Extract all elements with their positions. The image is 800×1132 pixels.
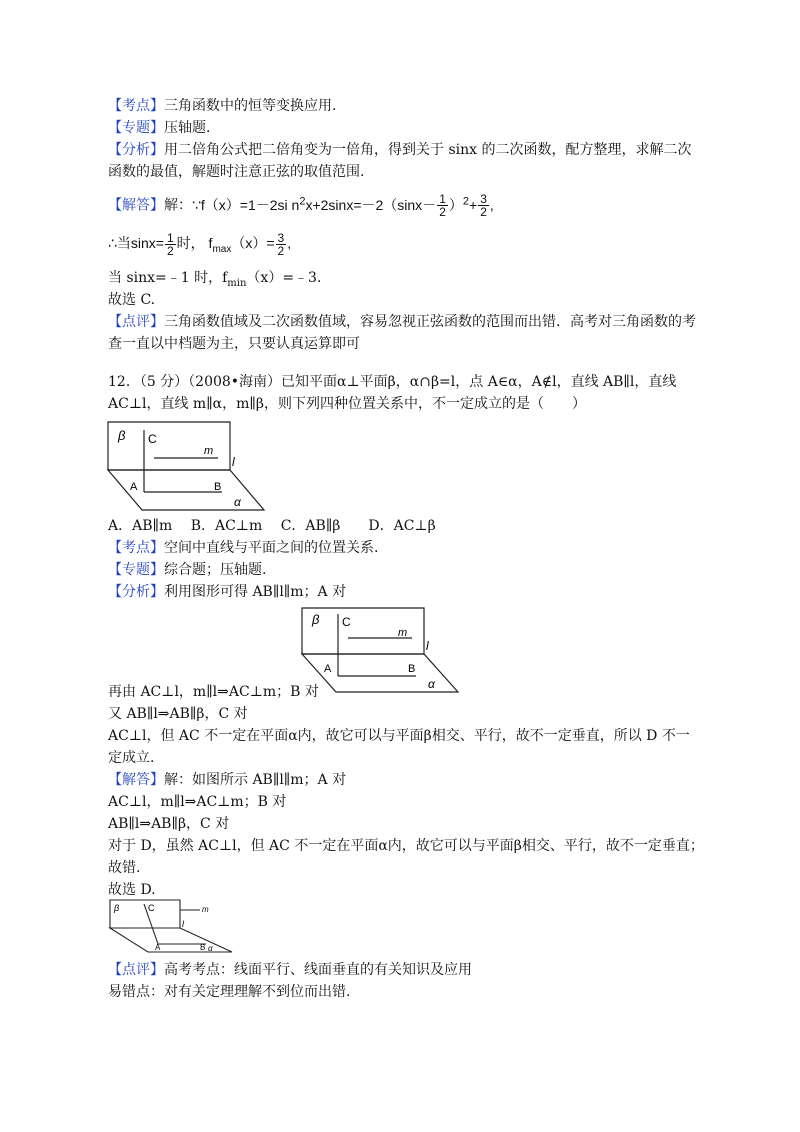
frac-den: 2	[480, 205, 487, 220]
q11-dianping-text: 三角函数值域及二次函数值域，容易忽视正弦函数的范围而出错．高考对三角函数的考	[164, 314, 696, 330]
q12-figure-3	[108, 898, 236, 956]
q11-eq-exp2: 2	[462, 195, 469, 207]
q11-zhuanti-text: 压轴题.	[164, 120, 211, 136]
q11-frac-half	[437, 193, 448, 218]
q12-fenxi	[108, 582, 346, 602]
q12-figure-2	[300, 606, 462, 694]
q12-dianping	[108, 960, 472, 980]
frac-num: 3	[480, 192, 487, 207]
q12-zhuanti-text: 综合题；压轴题.	[164, 562, 267, 578]
tag-zhuanti: 【专题】	[108, 120, 164, 136]
q12-a4: 定成立.	[108, 750, 155, 766]
q11-jieda	[108, 188, 494, 219]
label-a: A	[324, 663, 332, 675]
tag-kaodian: 【考点】	[108, 540, 164, 556]
label-alpha: α	[234, 495, 241, 509]
label-l: l	[426, 639, 429, 653]
frac-den: 2	[166, 243, 174, 258]
label-m: m	[398, 627, 408, 639]
label-beta: β	[118, 428, 126, 443]
q11-eq-part2: x+2sinx=－2（sinx－	[305, 196, 437, 213]
q11-kaodian-text: 三角函数中的恒等变换应用.	[164, 98, 337, 114]
q11-dianping	[108, 312, 696, 332]
q12-stem-2: AC⊥l，直线 m∥α，m∥β，则下列四种位置关系中，不一定成立的是（ ）	[108, 396, 586, 412]
q11-fenxi	[108, 140, 691, 160]
label-a: A	[130, 481, 138, 493]
q12-stem-1: 12．（5 分）（2008•海南）已知平面α⊥平面β，α∩β=l，点 A∈α，A∉l，直线 AB∥l，直线	[108, 374, 677, 390]
label-b: B	[214, 481, 222, 493]
q11-eq: ∵f（x）=1－2si $n^2x+2\sin x=-2(\sin x-$ $\frac{1}{2}$ ）$^2$+ $\frac{3}{2}$ ,	[192, 192, 494, 220]
q11-eq-part3: ）	[448, 196, 463, 213]
frac-num: 3	[277, 230, 285, 245]
q11-kaodian	[108, 96, 336, 116]
q12-kaodian	[108, 538, 378, 558]
q12-zhuanti	[108, 560, 266, 580]
label-m: m	[204, 445, 214, 457]
label-l: l	[232, 455, 235, 469]
tag-jieda: 【解答】	[108, 197, 164, 214]
tag-fenxi: 【分析】	[108, 584, 164, 600]
tag-dianping: 【点评】	[108, 314, 164, 330]
q11-line2-sub: max	[212, 243, 232, 255]
q12-fenxi-text: 利用图形可得 AB∥l∥m；A 对	[164, 584, 347, 600]
q11-fenxi-cont: 函数的最值，解题时注意正弦的取值范围.	[108, 164, 365, 180]
q11-eq-plus: +	[469, 196, 478, 213]
q12-b3: 对于 D，虽然 AC⊥l，但 AC 不一定在平面α内，故它可以与平面β相交、平行，故不一定垂直；	[108, 838, 704, 854]
q11-frac-half-2	[165, 232, 176, 257]
label-c: C	[342, 615, 351, 629]
q12-b4: 故错.	[108, 860, 141, 876]
tag-jieda: 【解答】	[108, 772, 164, 788]
q12-a1: 再由 AC⊥l，m∥l⇒AC⊥m；B 对	[108, 684, 319, 700]
label-beta: β	[312, 612, 320, 627]
label-c: C	[148, 432, 157, 446]
label-alpha: α	[428, 677, 435, 691]
label-b: B	[408, 663, 416, 675]
q11-answer: 故选 C.	[108, 292, 156, 308]
q12-figure-1	[106, 420, 268, 512]
tag-fenxi: 【分析】	[108, 142, 164, 158]
q12-yicuo: 易错点：对有关定理理解不到位而出错.	[108, 984, 351, 1000]
q11-line3-b: （x）=﹣3.	[246, 270, 322, 286]
q11-frac-three-half	[478, 193, 489, 218]
q11-line2-c: （x）=	[231, 235, 275, 251]
q12-b2: AB∥l⇒AB∥β，C 对	[108, 816, 230, 832]
label-c: C	[148, 903, 155, 913]
q11-line2-b: 时， f	[176, 235, 213, 251]
q12-a2: 又 AB∥l⇒AB∥β，C 对	[108, 706, 248, 722]
q12-dianping-text: 高考考点：线面平行、线面垂直的有关知识及应用	[164, 962, 472, 978]
q12-jieda-text: 解：如图所示 AB∥l∥m；A 对	[164, 772, 347, 788]
plane-alpha	[110, 928, 232, 952]
frac-num: 1	[439, 192, 446, 207]
q11-line2-a: ∴当sinx=	[108, 235, 164, 251]
q11-dianping-cont: 查一直以中档题为主，只要认真运算即可	[108, 336, 360, 352]
q12-b5: 故选 D.	[108, 882, 156, 898]
tag-dianping: 【点评】	[108, 962, 164, 978]
q11-jieda-prefix: 解：	[164, 197, 192, 214]
label-l: l	[182, 919, 184, 929]
label-m: m	[202, 905, 209, 914]
q11-eq-exp: 2	[299, 195, 306, 207]
label-a: A	[155, 943, 161, 952]
plane-beta	[110, 900, 180, 928]
q11-frac-three-half-2	[276, 232, 287, 257]
label-b: B	[200, 943, 206, 952]
frac-den: 2	[439, 205, 446, 220]
q11-line3-sub: min	[227, 277, 247, 289]
q11-eq-part1: ∵f（x）=1－2si n	[192, 196, 300, 213]
q12-b1: AC⊥l，m∥l⇒AC⊥m；B 对	[108, 794, 287, 810]
frac-num: 1	[166, 230, 174, 245]
q12-kaodian-text: 空间中直线与平面之间的位置关系.	[164, 540, 379, 556]
tag-zhuanti: 【专题】	[108, 562, 164, 578]
label-alpha: α	[208, 944, 213, 953]
q12-jieda	[108, 770, 346, 790]
q11-line3-a: 当 sinx=﹣1 时，f	[108, 270, 228, 286]
label-beta: β	[114, 903, 120, 913]
q12-a3: AC⊥l，但 AC 不一定在平面α内，故它可以与平面β相交、平行，故不一定垂直，所以 D 不一	[108, 728, 690, 744]
q11-zhuanti	[108, 118, 210, 138]
tag-kaodian: 【考点】	[108, 98, 164, 114]
frac-den: 2	[277, 243, 285, 258]
q12-options: A．AB∥m B．AC⊥m C．AB∥β D．AC⊥β	[108, 518, 436, 534]
q11-fenxi-text-1: 用二倍角公式把二倍角变为一倍角，得到关于 sinx 的二次函数，配方整理，求解二次	[164, 142, 692, 158]
q11-line2: ∴当sinx= $\frac{1}{2}$ 时， $f_{max}(x)=$ $\frac{3}{2}$ ,	[108, 230, 292, 258]
